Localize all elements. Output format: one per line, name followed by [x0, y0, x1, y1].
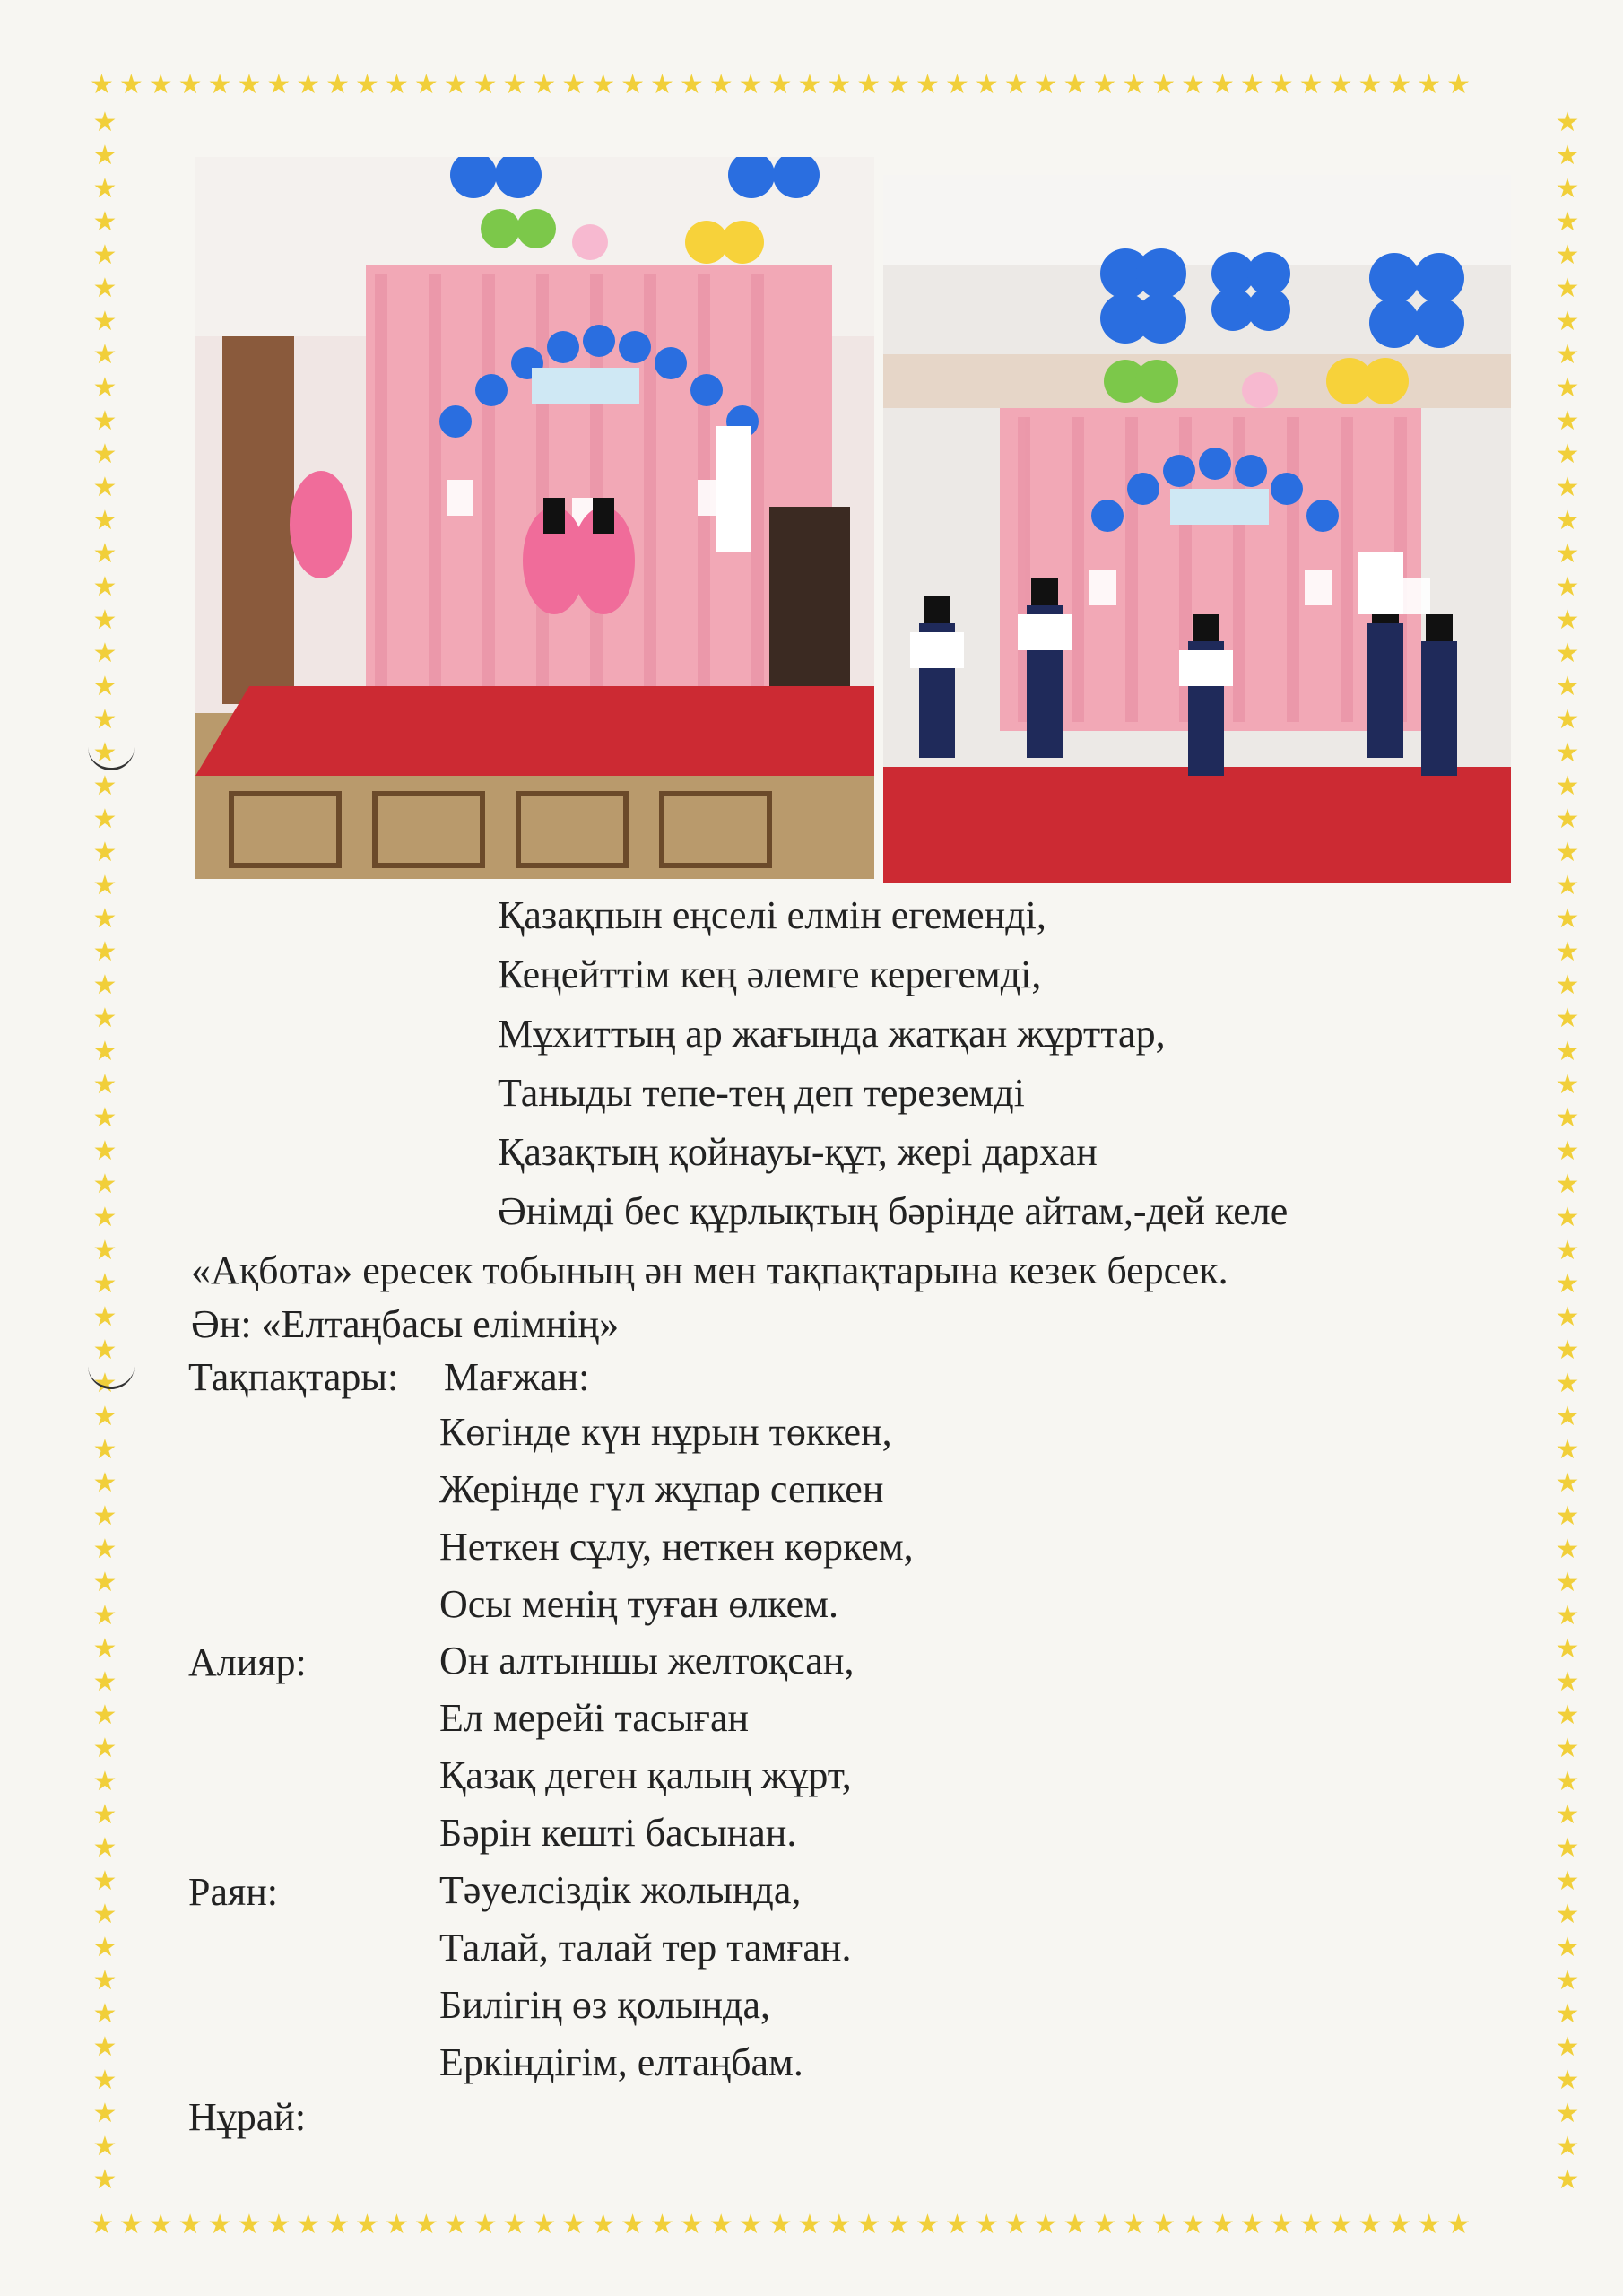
poem-line: Әнімді бес құрлықтың бәрінде айтам,-дей келе — [498, 1189, 1289, 1233]
photo-girls-dancing — [195, 157, 874, 879]
verse-line: Көгінде күн нұрын төккен, — [439, 1410, 892, 1454]
verse-line: Билігің өз қолында, — [439, 1983, 770, 2027]
verse-rayan — [439, 1862, 851, 2092]
star-border-bottom: ★★★★★★★★★★★★★★★★★★★★★★★★★★★★★★★★★★★★★★★★★★★★★★★ — [90, 2212, 1477, 2240]
speaker-name: Алияр: — [188, 1640, 307, 1684]
photo-boys-dancing — [883, 175, 1511, 883]
speaker-name: Мағжан: — [444, 1355, 590, 1399]
verse-line: Еркіндігім, елтаңбам. — [439, 2040, 803, 2084]
poem-line: Мұхиттың ар жағында жатқан жұрттар, — [498, 1012, 1166, 1056]
verse-line: Жерінде гүл жұпар сепкен — [439, 1467, 884, 1511]
verse-magzhan — [439, 1404, 914, 1633]
verse-line: Қазақ деген қалың жұрт, — [439, 1753, 852, 1797]
speaker-name: Раян: — [188, 1870, 279, 1914]
verse-line: Он алтыншы желтоқсан, — [439, 1639, 855, 1683]
intro-poem — [498, 886, 1288, 1241]
verse-line: Талай, талай тер тамған. — [439, 1926, 852, 1970]
star-border-top: ★★★★★★★★★★★★★★★★★★★★★★★★★★★★★★★★★★★★★★★★★★★★★★★ — [90, 72, 1477, 100]
verse-line: Осы менің туған өлкем. — [439, 1582, 838, 1626]
verse-line: Бәрін кешті басынан. — [439, 1811, 797, 1855]
poem-line: Таныды тепе-тең деп тереземді — [498, 1071, 1025, 1115]
poem-line: Кеңейттім кең әлемге керегемді, — [498, 952, 1042, 996]
poem-line: Қазақпын еңселі елмін егеменді, — [498, 893, 1046, 937]
speaker-name: Нұрай: — [188, 2095, 307, 2139]
takpaktar-label: Тақпақтары: — [188, 1355, 399, 1399]
intro-sentence: «Ақбота» ересек тобының ән мен тақпақтарына кезек берсек. — [191, 1248, 1228, 1292]
poem-line: Қазақтың қойнауы-құт, жері дархан — [498, 1130, 1098, 1174]
verse-line: Неткен сұлу, неткен көркем, — [439, 1525, 914, 1569]
song-title: Ән: «Елтаңбасы елімнің» — [191, 1302, 620, 1346]
verse-aliyar — [439, 1632, 854, 1862]
verse-line: Тәуелсіздік жолында, — [439, 1868, 802, 1912]
star-border-left: ★★★★★★★★★★★★★★★★★★★★★★★★★★★★★★★★★★★★★★★★★★★★★★★★★★★★★★★★★★★★★★★ — [92, 107, 117, 2196]
star-border-right: ★★★★★★★★★★★★★★★★★★★★★★★★★★★★★★★★★★★★★★★★★★★★★★★★★★★★★★★★★★★★★★★ — [1555, 107, 1580, 2196]
verse-line: Ел мерейі тасыған — [439, 1696, 750, 1740]
